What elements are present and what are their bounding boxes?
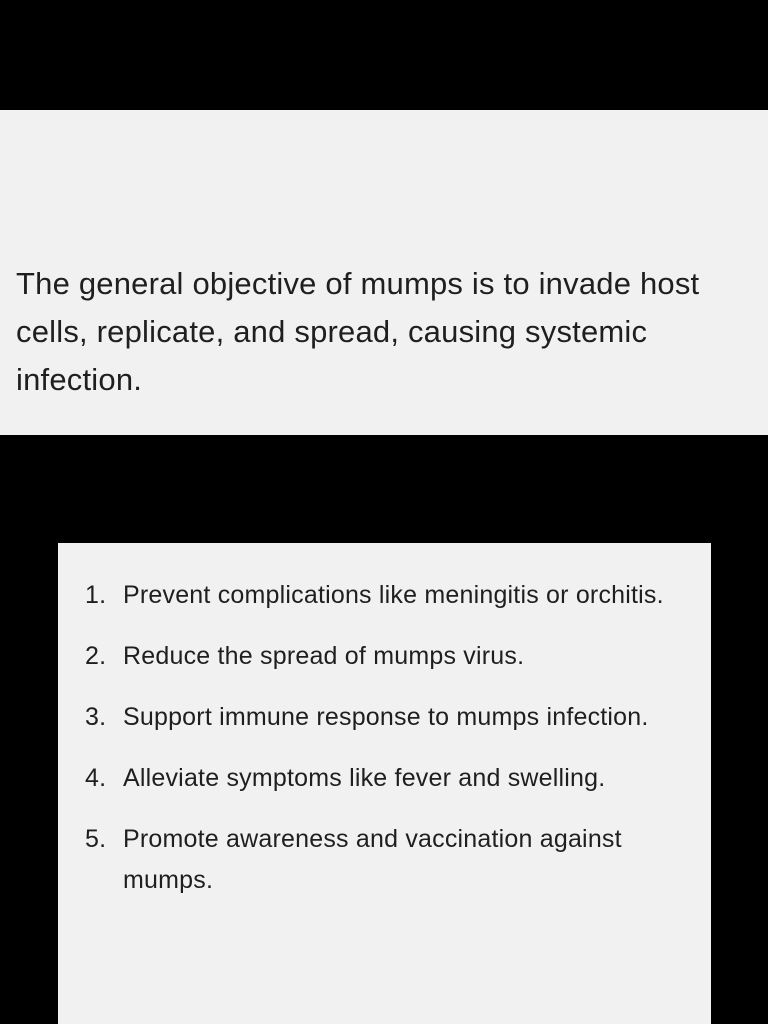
list-item: [58, 636, 678, 677]
list-item-text: Alleviate symptoms like fever and swelling.: [123, 764, 606, 792]
list-item-number: 2.: [85, 642, 107, 670]
list-item: [58, 758, 678, 799]
list-item-number: 1.: [85, 581, 107, 609]
objectives-message-panel: [58, 543, 711, 1024]
list-item-text: Support immune response to mumps infection.: [123, 703, 649, 731]
list-item-text: Promote awareness and vaccination against mumps.: [123, 825, 622, 894]
intro-message-panel: [0, 110, 768, 435]
list-item-number: 5.: [85, 825, 107, 853]
list-item: [58, 819, 678, 901]
list-item: [58, 575, 678, 616]
intro-paragraph: The general objective of mumps is to invade host cells, replicate, and spread, causing systemic infection.: [16, 266, 700, 397]
list-item-number: 3.: [85, 703, 107, 731]
objectives-list: [58, 575, 678, 921]
list-item-text: Prevent complications like meningitis or orchitis.: [123, 581, 664, 609]
list-item-text: Reduce the spread of mumps virus.: [123, 642, 525, 670]
list-item-number: 4.: [85, 764, 107, 792]
list-item: [58, 697, 678, 738]
